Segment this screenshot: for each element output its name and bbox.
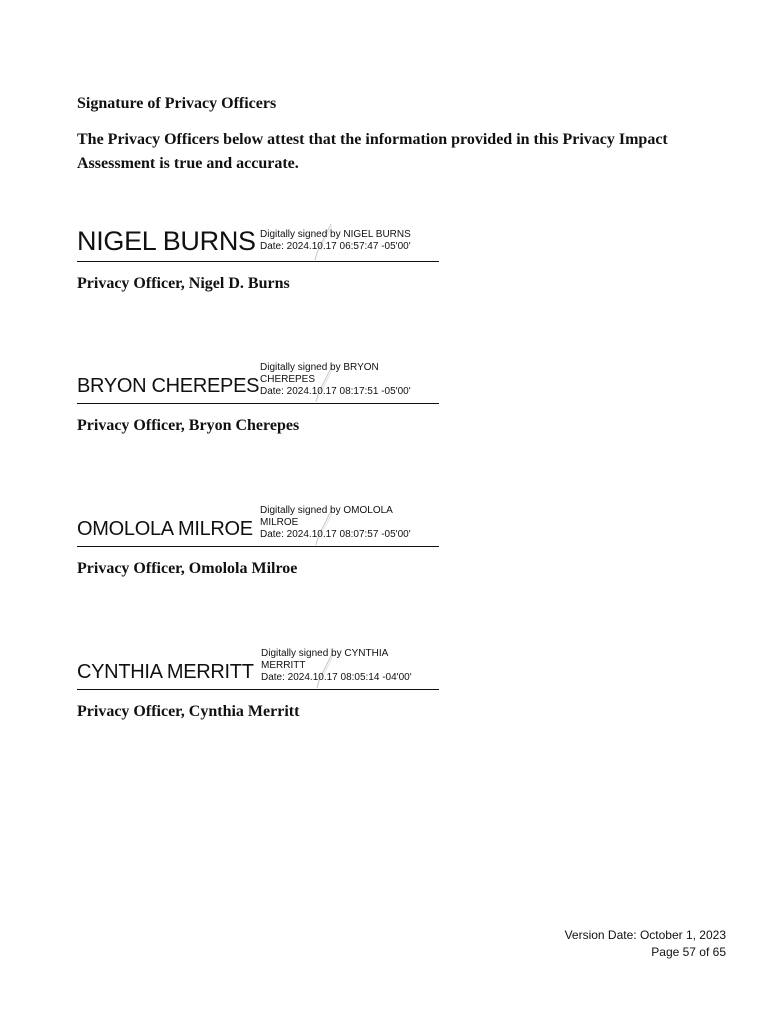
version-date: Version Date: October 1, 2023 [564,928,726,942]
signature-line [77,689,439,690]
digitally-signed-text: Digitally signed by NIGEL BURNS [260,229,411,240]
officer-title: Privacy Officer, Bryon Cherepes [77,417,300,434]
signature-line [77,261,439,262]
signature-date: Date: 2024.10.17 08:05:14 -04'00' [261,672,412,683]
page-number: Page 57 of 65 [651,945,726,959]
attestation-text: The Privacy Officers below attest that the information provided in this Privacy Impact Assessment is true and accurate. [77,131,668,172]
signer-name: BRYON CHEREPES [77,375,260,397]
signature-details [260,362,411,398]
signature-details [260,505,411,541]
signature-row [77,650,439,690]
section-heading: Signature of Privacy Officers [77,95,277,112]
signature-block-2 [77,364,439,437]
digitally-signed-text-cont: CHEREPES [260,374,316,385]
page-footer [565,927,726,961]
digitally-signed-text: Digitally signed by BRYON [260,362,379,373]
digitally-signed-text: Digitally signed by OMOLOLA [260,505,393,516]
signature-date: Date: 2024.10.17 08:07:57 -05'00' [260,529,411,540]
digitally-signed-text-cont: MERRITT [261,660,306,671]
signature-block-1 [77,222,439,295]
digitally-signed-text-cont: MILROE [260,517,299,528]
signature-date: Date: 2024.10.17 08:17:51 -05'00' [260,386,411,397]
signature-details [260,229,411,253]
officer-title: Privacy Officer, Nigel D. Burns [77,275,290,292]
officer-title: Privacy Officer, Omolola Milroe [77,560,298,577]
signer-name: OMOLOLA MILROE [77,518,253,540]
signature-block-4 [77,650,439,723]
signature-line [77,403,439,404]
officer-title: Privacy Officer, Cynthia Merritt [77,703,300,720]
signature-row [77,364,439,404]
signature-date: Date: 2024.10.17 06:57:47 -05'00' [260,241,411,252]
signer-name: CYNTHIA MERRITT [77,661,254,683]
signature-row [77,507,439,547]
signature-block-3 [77,507,439,580]
signature-line [77,546,439,547]
signature-details [261,648,412,684]
digitally-signed-text: Digitally signed by CYNTHIA [261,648,389,659]
signer-name: NIGEL BURNS [77,226,256,256]
signature-row [77,222,439,262]
